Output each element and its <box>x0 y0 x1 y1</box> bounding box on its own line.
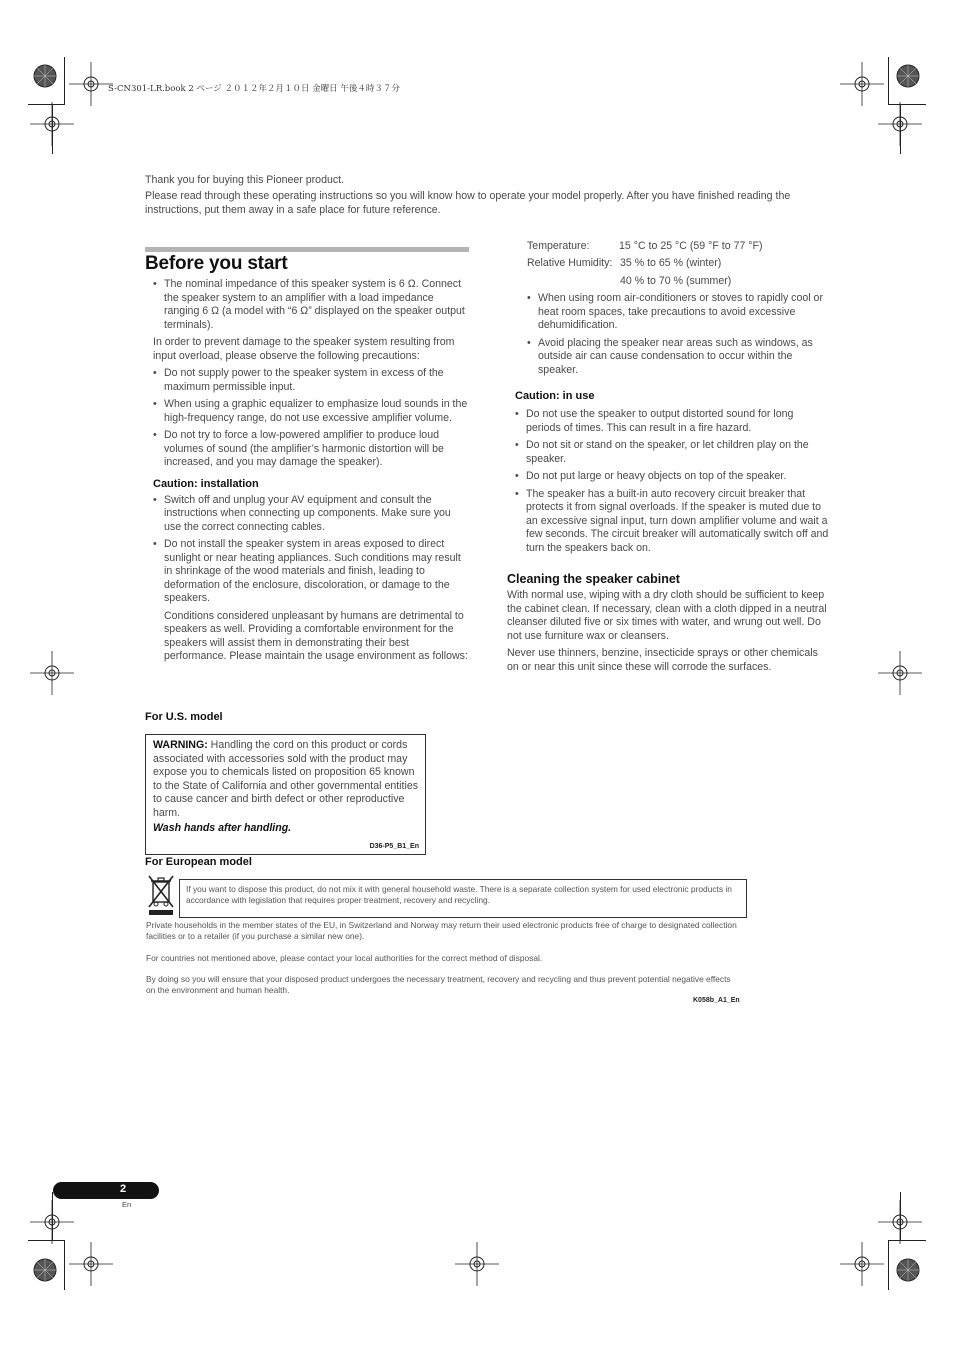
registration-icon <box>30 1200 74 1244</box>
color-dial-icon <box>34 1259 56 1281</box>
para-conditions: Conditions considered unpleasant by humans are detrimental to speakers as well. Providing a comfortable environment for the speakers will assist them in demonstrating their best performance. Please maintain the usage environment as follows: <box>164 609 468 662</box>
right-use-bullets <box>515 408 831 555</box>
registration-icon <box>878 651 922 695</box>
registration-icon <box>840 1242 884 1286</box>
bullet-install: • Do not install the speaker system in areas exposed to direct sunlight or near heating appliances. Such conditions may result in shrinkage of the wood materials and finish, leading to deformation of the enclosure, discoloration, or damage to the speakers. <box>153 538 469 606</box>
warning-box <box>145 734 426 855</box>
eu-para-households: Private households in the member states of the EU, in Switzerland and Norway may return their used electronic products free of charge to designated collection facilities or to a retailer (if you purchase a similar new one). <box>146 920 737 941</box>
bullet-env: • When using room air-conditioners or stoves to rapidly cool or heat room spaces, take precautions to avoid excessive dehumidification. <box>527 292 831 333</box>
eu-para-countries: For countries not mentioned above, please contact your local authorities for the correct method of disposal. <box>146 953 543 963</box>
us-model-heading: For U.S. model <box>145 711 223 723</box>
intro-read: Please read through these operating instructions so you will know how to operate your model properly. After you have finished reading the instructions, put them away in a safe place for future reference. <box>145 190 791 216</box>
registration-icon <box>878 102 922 146</box>
left-column <box>153 278 469 664</box>
section-rule <box>145 247 469 252</box>
bullet-overload: • When using a graphic equalizer to emphasize loud sounds in the high-frequency range, do not use excessive amplifier volume. <box>153 398 469 425</box>
page-lang: En <box>122 1200 132 1209</box>
intro-thanks: Thank you for buying this Pioneer product. <box>145 174 345 186</box>
color-dial-icon <box>897 1259 919 1281</box>
right-env-bullets <box>527 292 831 377</box>
eu-para-ensure: By doing so you will ensure that your disposed product undergoes the necessary treatment, recovery and recycling and thus prevent potential negative effects on the environment and human health. <box>146 974 731 995</box>
bullet-use: • The speaker has a built-in auto recovery circuit breaker that protects it from signal overloads. If the speaker is muted due to an excessive signal input, turn down amplifier volume and wait a few seconds. The circuit breaker will automatically switch off and turn the speakers back on. <box>515 488 831 556</box>
humidity-summer: 40 % to 70 % (summer) <box>620 275 732 287</box>
warning-code: D36-P5_B1_En <box>369 843 419 850</box>
temp-label: Temperature: <box>527 240 590 252</box>
page-number-pill <box>53 1182 159 1199</box>
page-number: 2 <box>120 1183 127 1195</box>
cleaning-para2: Never use thinners, benzine, insecticide sprays or other chemicals on or near this unit since these will corrode the surfaces. <box>507 647 818 673</box>
registration-icon <box>30 651 74 695</box>
weee-bin-icon <box>146 872 176 917</box>
para-prevent: In order to prevent damage to the speaker system resulting from input overload, please observe the following precautions: <box>153 336 455 362</box>
warning-body: Handling the cord on this product or cords associated with accessories sold with the product may expose you to chemicals listed on proposition 65 known to the State of California and other governmental entities to cause cancer and birth defect or other reproductive harm. <box>153 739 419 819</box>
registration-icon <box>69 1242 113 1286</box>
temp-value: 15 °C to 25 °C (59 °F to 77 °F) <box>619 240 763 252</box>
humidity-winter: 35 % to 65 % (winter) <box>620 257 722 269</box>
cleaning-para1: With normal use, wiping with a dry cloth should be sufficient to keep the cabinet clean. If necessary, clean with a cloth dipped in a neutral cleanser diluted five or six times with water, and wrung out well. Do not use furniture wax or cleansers. <box>507 589 827 642</box>
eu-model-heading: For European model <box>145 856 252 868</box>
bullet-overload: • Do not try to force a low-powered amplifier to produce loud volumes of sound (the amplifier’s harmonic distortion will be increased, and you may damage the speaker). <box>153 429 469 470</box>
eu-disposal-box <box>179 879 747 918</box>
eu-box-text: If you want to dispose this product, do not mix it with general household waste. There is a separate collection system for used electronic products in accordance with legislation that requires proper treatment, recovery and recycling. <box>186 884 732 905</box>
bullet-install: • Switch off and unplug your AV equipment and consult the instructions when connecting up components. Make sure you use the correct connecting cables. <box>153 494 469 535</box>
registration-icon <box>30 102 74 146</box>
bullet-use: • Do not put large or heavy objects on top of the speaker. <box>515 470 831 484</box>
warning-text <box>153 739 418 821</box>
bullet-use: • Do not sit or stand on the speaker, or let children play on the speaker. <box>515 439 831 466</box>
registration-icon <box>455 1242 499 1286</box>
warning-label: WARNING: <box>153 739 208 751</box>
registration-icon <box>840 62 884 106</box>
registration-icon <box>878 1200 922 1244</box>
bullet-use: • Do not use the speaker to output distorted sound for long periods of times. This can result in a fire hazard. <box>515 408 831 435</box>
color-dial-icon <box>34 65 56 87</box>
humidity-label: Relative Humidity: <box>527 257 613 269</box>
warning-wash: Wash hands after handling. <box>153 821 292 834</box>
file-header: S-CN301-LR.book 2 ページ ２０１２年２月１０日 金曜日 午後４時３７分 <box>108 84 400 94</box>
color-dial-icon <box>897 65 919 87</box>
registration-icon <box>69 62 113 106</box>
bullet-overload: • Do not supply power to the speaker system in excess of the maximum permissible input. <box>153 367 469 394</box>
eu-code: K058b_A1_En <box>693 997 740 1004</box>
caution-installation-heading: Caution: installation <box>153 477 259 490</box>
section-title: Before you start <box>145 253 288 274</box>
caution-use-heading: Caution: in use <box>515 390 595 402</box>
bullet-impedance: • The nominal impedance of this speaker system is 6 Ω. Connect the speaker system to an amplifier with a load impedance ranging 6 Ω (a model with “6 Ω” displayed on the speaker output terminals). <box>153 278 469 332</box>
cleaning-heading: Cleaning the speaker cabinet <box>507 572 680 586</box>
bullet-env: • Avoid placing the speaker near areas such as windows, as outside air can cause condensation to occur within the speaker. <box>527 337 831 378</box>
